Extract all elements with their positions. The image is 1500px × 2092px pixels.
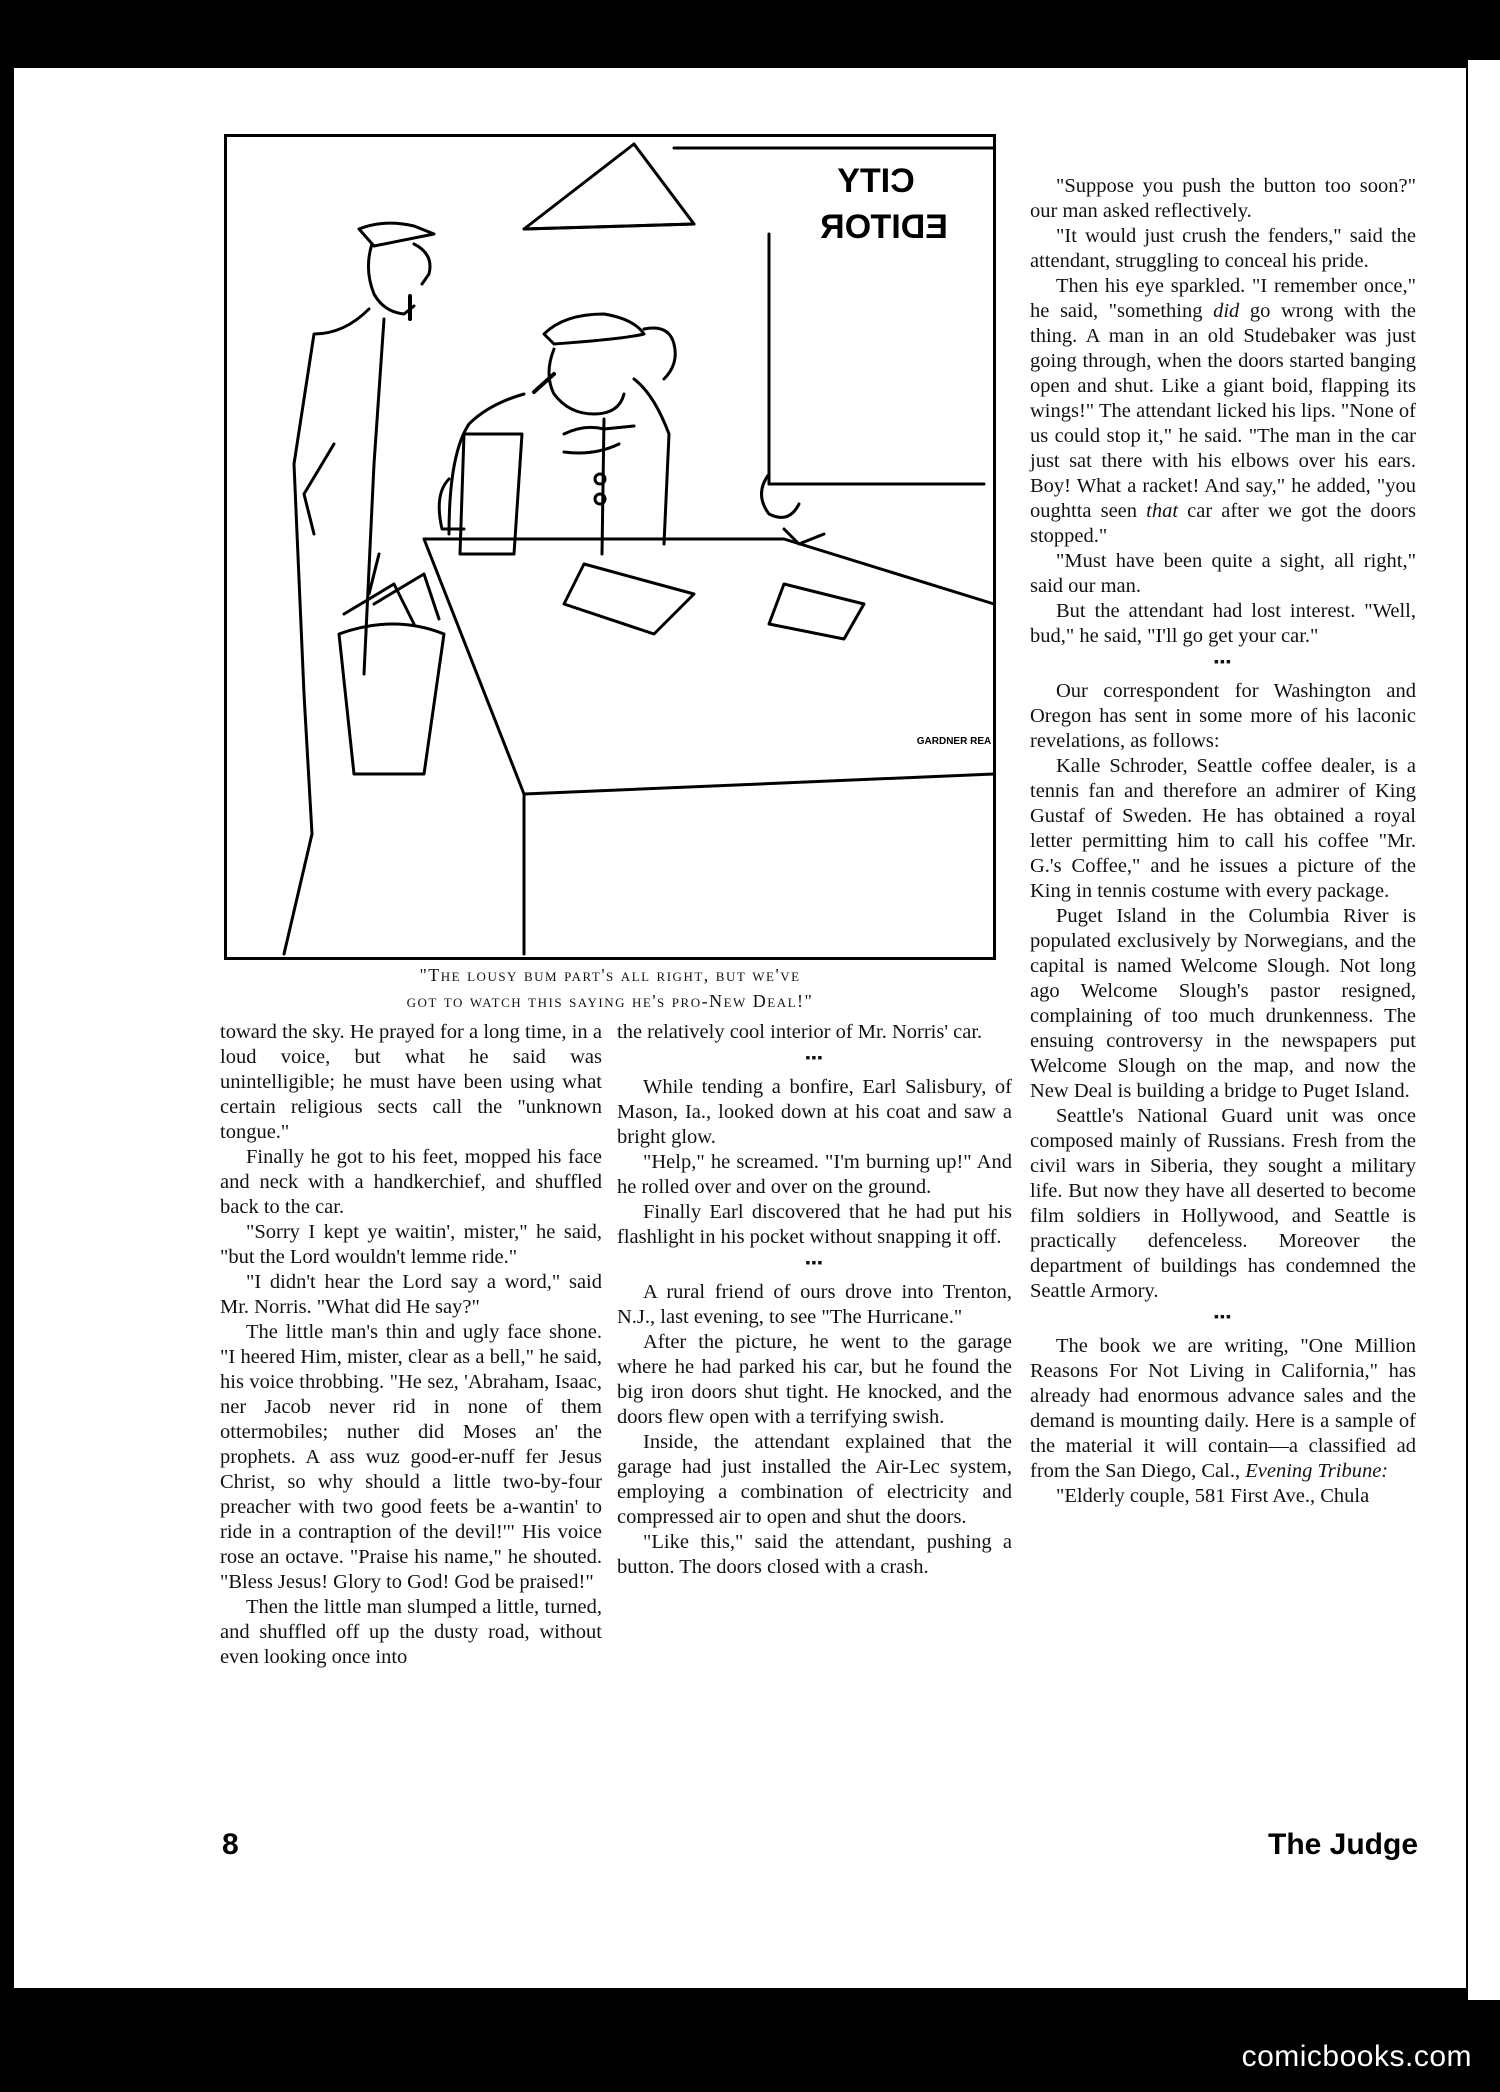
paragraph — [1030, 1334, 1416, 1484]
text-run: Then his eye sparkled. "I remember once," he said, "something — [1030, 275, 1416, 322]
paragraph: Our correspondent for Washington and Oregon has sent in some more of his laconic revelations, as follows: — [1030, 680, 1416, 752]
paragraph: toward the sky. He prayed for a long time, in a loud voice, but what he said was unintelligible; he must have been using what certain religious sects call the "unknown tongue." — [220, 1021, 602, 1143]
paragraph: "I didn't hear the Lord say a word," said Mr. Norris. "What did He say?" — [220, 1271, 602, 1318]
paragraph: But the attendant had lost interest. "Well, bud," he said, "I'll go get your car." — [1030, 600, 1416, 647]
paragraph: The little man's thin and ugly face shone. "I heered Him, mister, clear as a bell," he said, his voice throbbing. "He sez, 'Abraham, Isaac, ner Jacob never rid in none of them ottermobiles; nuther did Moses an' the prophets. A ass wuz good-er-nuff fer Jesus Christ, so why should a little two-by-four preacher with two good feets be a-wantin' to ride in a contraption of the devil!'" His voice rose an octave. "Praise his name," he shouted. "Bless Jesus! Glory to God! God be praised!" — [220, 1321, 602, 1593]
text-column-2 — [617, 1020, 1012, 1580]
sign-editor-text: EDITOR — [820, 208, 948, 246]
paragraph: While tending a bonfire, Earl Salisbury, of Mason, Ia., looked down at his coat and saw a bright glow. — [617, 1076, 1012, 1148]
paragraph: Finally he got to his feet, mopped his face and neck with a handkerchief, and shuffled back to the car. — [220, 1146, 602, 1218]
paragraph: After the picture, he went to the garage where he had parked his car, but he found the big iron doors shut tight. He knocked, and the doors flew open with a terrifying swish. — [617, 1331, 1012, 1428]
text-column-1 — [220, 1020, 602, 1670]
page-number: 8 — [222, 1828, 239, 1861]
sign-city-text: CITY — [837, 162, 915, 200]
section-separator: ▪▪▪ — [805, 1051, 824, 1066]
paragraph: Then the little man slumped a little, turned, and shuffled off up the dusty road, without even looking once into — [220, 1596, 602, 1668]
paragraph — [1030, 274, 1416, 549]
cartoon-illustration — [224, 134, 996, 960]
text-run: car after we got the doors stopped." — [1030, 500, 1416, 547]
section-separator: ▪▪▪ — [805, 1256, 824, 1271]
paragraph: Seattle's National Guard unit was once composed mainly of Russians. Fresh from the civil wars in Siberia, they sought a military life. But now they have all deserted to become film soldiers in Hollywood, and Seattle is practically defenceless. Moreover the department of buildings has condemned the Seattle Armory. — [1030, 1105, 1416, 1302]
paragraph: "Suppose you push the button too soon?" our man asked reflectively. — [1030, 175, 1416, 222]
cartoon-caption — [220, 962, 1000, 1014]
paragraph: the relatively cool interior of Mr. Norris' car. — [617, 1021, 983, 1043]
section-separator: ▪▪▪ — [1214, 1310, 1232, 1325]
paragraph: Finally Earl discovered that he had put his flashlight in his pocket without snapping it off. — [617, 1201, 1012, 1248]
caption-line-1: "The lousy bum part's all right, but we've — [419, 965, 801, 985]
caption-line-2: got to watch this saying he's pro-New Deal!" — [406, 991, 814, 1011]
text-column-3 — [1030, 174, 1416, 1509]
paragraph: Inside, the attendant explained that the garage had just installed the Air-Lec system, employing a combination of electricity and compressed air to open and shut the doors. — [617, 1431, 1012, 1528]
paragraph: Kalle Schroder, Seattle coffee dealer, is a tennis fan and therefore an admirer of King Gustaf of Sweden. He has obtained a royal letter permitting him to call his coffee "Mr. G.'s Coffee," and he issues a picture of the King in tennis costume with every package. — [1030, 755, 1416, 902]
adjacent-page-edge — [1468, 60, 1500, 2000]
paragraph: "It would just crush the fenders," said the attendant, struggling to conceal his pride. — [1030, 225, 1416, 272]
magazine-name: The Judge — [1268, 1828, 1419, 1861]
section-separator: ▪▪▪ — [1214, 655, 1232, 670]
paragraph: "Like this," said the attendant, pushing a button. The doors closed with a crash. — [617, 1531, 1012, 1578]
paragraph: A rural friend of ours drove into Trenton, N.J., last evening, to see "The Hurricane." — [617, 1281, 1012, 1328]
text-run: go wrong with the thing. A man in an old Studebaker was just going through, when the doors started banging open and shut. Like a giant boid, flapping its wings!" The attendant licked his lips. "None of us could stop it," he said. "The man in the car just sat there with his elbows over his ears. Boy! What a racket! And say," he added, "you oughtta seen — [1030, 300, 1417, 522]
watermark: comicbooks.com — [1241, 2040, 1472, 2073]
paragraph: Puget Island in the Columbia River is populated exclusively by Norwegians, and the capital is named Welcome Slough. Not long ago Welcome Slough's pastor resigned, complaining of too much drunkenness. The ensuing controversy in the newspapers put Welcome Slough on the map, and now the New Deal is building a bridge to Puget Island. — [1030, 905, 1416, 1102]
emphasis: that — [1146, 500, 1179, 522]
text-run: The book we are writing, "One Million Reasons For Not Living in California," has already had enormous advance sales and the demand is mounting daily. Here is a sample of the material it will contain—a classified ad from the San Diego, Cal., — [1030, 1335, 1416, 1482]
emphasis: did — [1213, 300, 1240, 322]
artist-signature: GARDNER REA — [916, 736, 992, 747]
paragraph: "Sorry I kept ye waitin', mister," he said, "but the Lord wouldn't lemme ride." — [220, 1221, 602, 1268]
paragraph: "Help," he screamed. "I'm burning up!" And he rolled over and over on the ground. — [617, 1151, 1012, 1198]
emphasis: Evening Tribune: — [1245, 1460, 1389, 1482]
paragraph: "Elderly couple, 581 First Ave., Chula — [1056, 1485, 1370, 1507]
paragraph: "Must have been quite a sight, all right," said our man. — [1030, 550, 1416, 597]
